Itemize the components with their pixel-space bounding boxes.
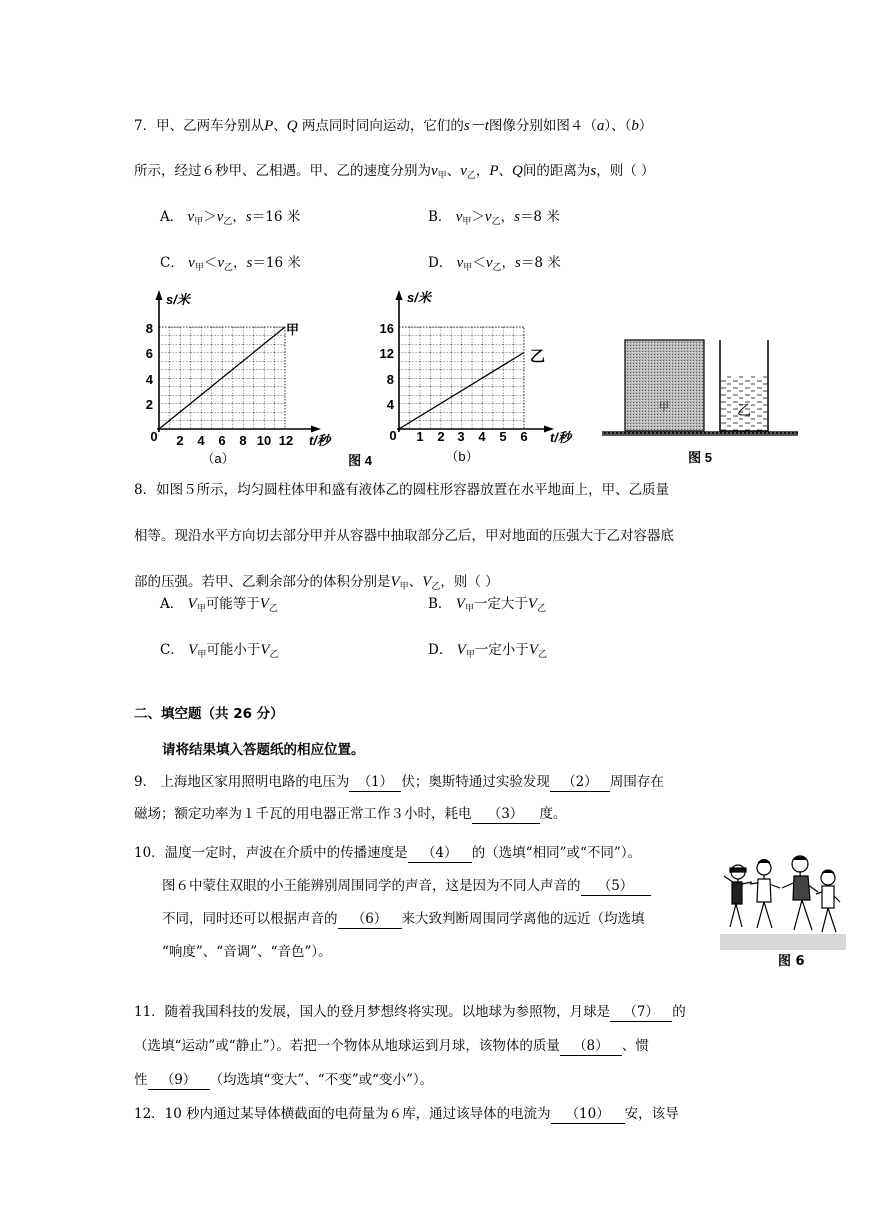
- q7-option-a[interactable]: A． $v_甲>v_乙$，s＝16 米: [160, 209, 301, 227]
- q10-line-1: 10．温度一定时，声波在介质中的传播速度是 （4） 的（选填“相同”或“不同”）。: [134, 845, 642, 861]
- graph-b-y-tick: 4: [386, 397, 394, 412]
- graph-b-y-tick: 12: [379, 346, 394, 361]
- graph-b-x-tick: 3: [457, 429, 465, 444]
- graph-b-x-tick: 6: [520, 429, 528, 444]
- answer-blank-9[interactable]: （9）: [148, 1071, 210, 1090]
- graph-a-x-label: t/秒: [309, 433, 330, 448]
- graph-a-x-tick: 2: [176, 433, 184, 448]
- graph-a-y-tick: 8: [145, 321, 153, 336]
- q10-line-3: 不同，同时还可以根据声音的 （6） 来大致判断周围同学离他的远近（均选填: [162, 911, 645, 927]
- answer-blank-10[interactable]: （10）: [551, 1105, 625, 1124]
- figure-6-caption: 图 6: [778, 954, 805, 969]
- answer-blank-3[interactable]: （3）: [472, 805, 540, 824]
- q8-line-3: 部的压强。若甲、乙剩余部分的体积分别是$V_甲$、$V_乙$，则（ ）: [134, 574, 499, 592]
- graph-a-x-arrow: [311, 426, 321, 433]
- figure-5-caption: 图 5: [688, 450, 712, 465]
- graph-b-series-label: 乙: [530, 348, 546, 365]
- graph-b-grid: [399, 327, 524, 429]
- figure-5: [602, 340, 798, 465]
- section-2-instruction: 请将结果填入答题纸的相应位置。: [162, 742, 365, 758]
- q8-line-1: 8．如图５所示，均匀圆柱体甲和盛有液体乙的圆柱形容器放置在水平地面上，甲、乙质量: [134, 482, 670, 498]
- q10-line-4: “响度”、“音调”、“音色”）。: [162, 944, 332, 960]
- graph-a-x-tick: 0: [150, 429, 158, 444]
- q11-line-3: 性 （9） （均选填“变大”、“不变”或“变小”）。: [134, 1072, 434, 1088]
- graph-a-x-tick: 4: [197, 433, 205, 448]
- graph-b-x-label: t/秒: [550, 430, 571, 445]
- graph-a-x-tick: 12: [278, 433, 294, 448]
- cylinder-jia: [625, 340, 704, 431]
- graph-b-x-tick: 1: [416, 429, 424, 444]
- q11-line-1: 11．随着我国科技的发展，国人的登月梦想终将实现。以地球为参照物，月球是 （7） 的: [134, 1004, 686, 1020]
- q8-option-b[interactable]: B． $V_甲$一定大于$V_乙$: [428, 596, 547, 614]
- figures-4-5: [0, 282, 869, 482]
- figure-6-illustration: [720, 852, 846, 952]
- answer-blank-5[interactable]: （5）: [581, 877, 651, 896]
- answer-blank-1[interactable]: （1）: [349, 773, 401, 792]
- q11-line-2: （选填“运动”或“静止”）。若把一个物体从地球运到月球，该物体的质量 （8） 、惯: [134, 1038, 649, 1054]
- cylinder-jia-label: 甲: [658, 401, 670, 413]
- graph-b-x-tick: 4: [478, 429, 486, 444]
- q8-line-2: 相等。现沿水平方向切去部分甲并从容器中抽取部分乙后，甲对地面的压强大于乙对容器底: [134, 528, 674, 544]
- q9-line-1: 9． 上海地区家用照明电路的电压为 （1） 伏；奥斯特通过实验发现 （2） 周围存在: [134, 774, 664, 790]
- graph-b-x-tick: 2: [437, 429, 445, 444]
- section-2-title: 二、填空题（共 26 分）: [134, 706, 284, 722]
- figure-4-caption: 图 4: [348, 453, 372, 468]
- graph-a-x-tick: 6: [218, 433, 226, 448]
- q9-line-2: 磁场；额定功率为１千瓦的用电器正常工作３小时，耗电 （3） 度。: [134, 806, 567, 822]
- graph-b-x-tick: 0: [389, 428, 397, 443]
- graph-b-y-tick: 16: [379, 321, 394, 336]
- graph-a-y-tick: 2: [145, 397, 153, 412]
- graph-a-y-tick: 4: [145, 372, 153, 387]
- q7-line-2: 所示，经过６秒甲、乙相遇。甲、乙的速度分别为$v_甲$、$v_乙$，P、Q间的距离为s，则（ ）: [134, 163, 655, 181]
- answer-blank-4[interactable]: （4）: [408, 844, 472, 863]
- graph-a: [146, 290, 333, 466]
- graph-b-caption: （b）: [445, 449, 479, 464]
- answer-blank-2[interactable]: （2）: [550, 773, 610, 792]
- graph-a-series-label: 甲: [286, 322, 300, 337]
- q7-line-1: 7．甲、乙两车分别从P、Q 两点同时同向运动，它们的s－t图像分别如图４（a）、（b）: [134, 118, 653, 134]
- graph-a-y-label: s/米: [166, 292, 190, 307]
- graph-b: [380, 290, 574, 464]
- q8-option-a[interactable]: A． $V_甲$可能等于$V_乙$: [160, 596, 278, 614]
- graph-b-x-tick: 5: [499, 429, 507, 444]
- answer-blank-6[interactable]: （6）: [338, 910, 402, 929]
- graph-b-y-tick: 8: [386, 372, 394, 387]
- q12-line-1: 12．10 秒内通过某导体横截面的电荷量为６库，通过该导体的电流为 （10） 安，该导: [134, 1106, 679, 1122]
- answer-blank-8[interactable]: （8）: [560, 1037, 622, 1056]
- answer-blank-7[interactable]: （7）: [610, 1003, 672, 1022]
- graph-b-y-label: s/米: [407, 290, 431, 305]
- q8-option-c[interactable]: C． $V_甲$可能小于$V_乙$: [160, 642, 279, 660]
- graph-a-y-tick: 6: [145, 346, 153, 361]
- q7-option-d[interactable]: D． $v_甲<v_乙$，s＝8 米: [428, 255, 561, 273]
- q10-line-2: 图６中蒙住双眼的小王能辨别周围同学的声音，这是因为不同人声音的 （5）: [162, 876, 651, 896]
- graph-a-y-arrow: [156, 290, 163, 300]
- q7-option-b[interactable]: B． $v_甲>v_乙$，s＝8 米: [428, 209, 560, 227]
- graph-a-caption: （a）: [201, 451, 235, 466]
- q7-option-c[interactable]: C． $v_甲<v_乙$，s＝16 米: [160, 255, 301, 273]
- q8-option-d[interactable]: D． $V_甲$一定小于$V_乙$: [428, 642, 547, 660]
- liquid-yi-label: 乙: [737, 402, 751, 418]
- graph-b-y-arrow: [396, 290, 403, 300]
- figure-6-ground: [720, 934, 846, 950]
- graph-a-x-tick: 10: [256, 433, 272, 448]
- graph-a-x-tick: 8: [239, 433, 247, 448]
